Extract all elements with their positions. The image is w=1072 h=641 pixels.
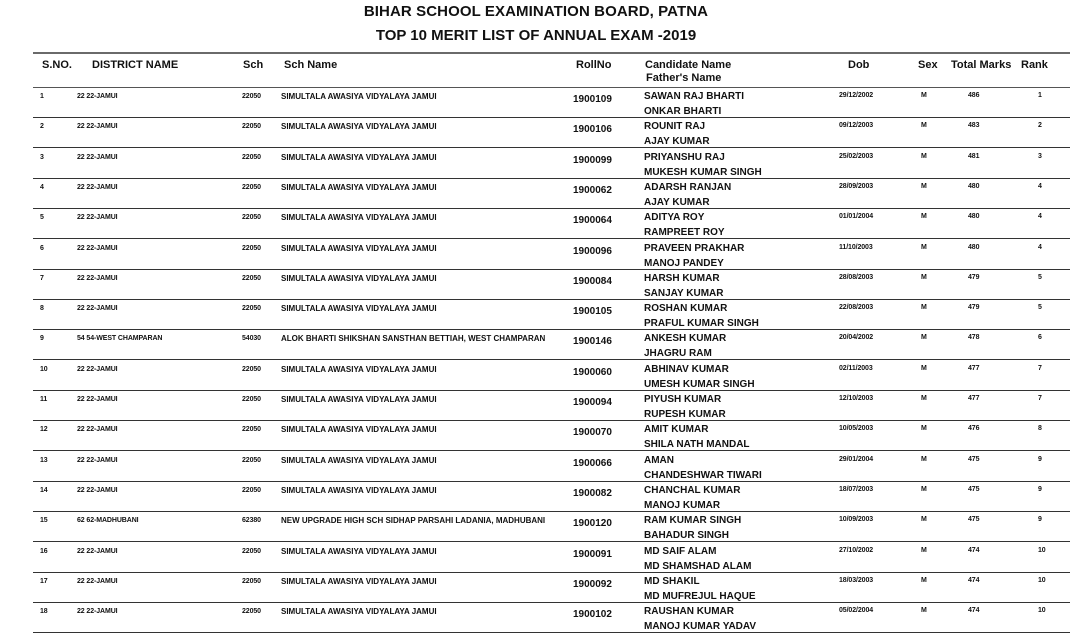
cell-total-marks: 480 xyxy=(968,213,980,221)
cell-sch-code: 22050 xyxy=(242,244,261,252)
cell-sch-code: 54030 xyxy=(242,335,261,343)
cell-sno: 16 xyxy=(40,547,48,555)
col-header-total-marks: Total Marks xyxy=(951,59,1012,71)
table-row xyxy=(0,543,1072,573)
cell-candidate-name: HARSH KUMAR xyxy=(644,272,720,284)
table-top-rule xyxy=(33,52,1070,54)
cell-candidate-name: ADITYA ROY xyxy=(644,212,705,224)
cell-district: 22 22-JAMUI xyxy=(77,305,118,313)
cell-rank: 2 xyxy=(1038,122,1042,130)
cell-rank: 3 xyxy=(1038,152,1042,160)
cell-candidate-name: SAWAN RAJ BHARTI xyxy=(644,91,745,102)
table-row xyxy=(0,603,1072,633)
cell-district: 22 22-JAMUI xyxy=(77,183,118,191)
cell-sex: M xyxy=(921,455,927,463)
cell-sex: M xyxy=(921,213,927,221)
board-title: BIHAR SCHOOL EXAMINATION BOARD, PATNA xyxy=(363,3,709,20)
cell-candidate-name: ANKESH KUMAR xyxy=(644,333,727,345)
cell-sex: M xyxy=(921,425,927,433)
cell-district: 22 22-JAMUI xyxy=(77,426,118,434)
cell-candidate-name: ROSHAN KUMAR xyxy=(644,303,728,315)
cell-father-name: AJAY KUMAR xyxy=(644,196,710,208)
cell-candidate-name: ROUNIT RAJ xyxy=(644,121,706,133)
list-title: TOP 10 MERIT LIST OF ANNUAL EXAM -2019 xyxy=(375,27,697,44)
cell-total-marks: 481 xyxy=(968,152,980,160)
cell-total-marks: 475 xyxy=(968,516,980,524)
cell-father-name: AJAY KUMAR xyxy=(644,136,710,148)
cell-rank: 7 xyxy=(1038,364,1042,372)
cell-candidate-name: MD SAIF ALAM xyxy=(644,545,717,557)
cell-sch-name: SIMULTALA AWASIYA VIDYALAYA JAMUI xyxy=(281,395,437,404)
cell-total-marks: 477 xyxy=(968,395,980,402)
cell-candidate-name: PIYUSH KUMAR xyxy=(644,394,722,405)
cell-rollno: 1900062 xyxy=(573,184,612,196)
cell-sex: M xyxy=(921,364,927,372)
cell-dob: 12/10/2003 xyxy=(839,395,874,402)
cell-sno: 14 xyxy=(40,486,48,494)
table-row xyxy=(0,421,1072,451)
cell-sex: M xyxy=(921,182,927,190)
cell-candidate-name: PRIYANSHU RAJ xyxy=(644,151,725,163)
cell-rank: 8 xyxy=(1038,425,1042,433)
cell-sch-code: 22050 xyxy=(242,305,261,313)
cell-father-name: SANJAY KUMAR xyxy=(644,287,724,299)
cell-father-name: MANOJ PANDEY xyxy=(644,257,724,269)
cell-sch-code: 22050 xyxy=(242,123,261,131)
cell-rollno: 1900064 xyxy=(573,215,612,227)
cell-rank: 10 xyxy=(1038,546,1046,554)
table-row xyxy=(0,118,1072,148)
cell-dob: 20/04/2002 xyxy=(839,334,874,342)
cell-district: 22 22-JAMUI xyxy=(77,577,118,585)
cell-rollno: 1900094 xyxy=(573,397,612,408)
cell-father-name: ONKAR BHARTI xyxy=(644,106,722,117)
cell-sno: 5 xyxy=(40,214,44,222)
cell-total-marks: 474 xyxy=(968,546,980,554)
cell-sno: 6 xyxy=(40,244,44,252)
cell-father-name: PRAFUL KUMAR SINGH xyxy=(644,318,759,330)
cell-sch-code: 22050 xyxy=(242,93,261,100)
cell-sch-name: SIMULTALA AWASIYA VIDYALAYA JAMUI xyxy=(281,243,437,253)
cell-rollno: 1900082 xyxy=(573,487,612,499)
cell-sex: M xyxy=(921,92,927,99)
cell-sch-code: 22050 xyxy=(242,396,261,403)
cell-father-name: BAHADUR SINGH xyxy=(644,530,729,542)
cell-sex: M xyxy=(921,122,927,130)
cell-dob: 02/11/2003 xyxy=(839,364,873,372)
cell-sno: 4 xyxy=(40,183,44,191)
cell-dob: 28/08/2003 xyxy=(839,273,874,281)
cell-sno: 18 xyxy=(40,608,48,616)
cell-rank: 5 xyxy=(1038,273,1042,281)
cell-rank: 4 xyxy=(1038,243,1042,251)
cell-rank: 9 xyxy=(1038,455,1042,463)
cell-dob: 11/10/2003 xyxy=(839,243,873,251)
cell-sno: 13 xyxy=(40,456,48,464)
cell-rank: 9 xyxy=(1038,516,1042,524)
cell-candidate-name: AMIT KUMAR xyxy=(644,424,709,436)
cell-sno: 7 xyxy=(40,274,44,282)
cell-district: 22 22-JAMUI xyxy=(77,365,118,373)
cell-district: 22 22-JAMUI xyxy=(77,274,118,282)
cell-candidate-name: CHANCHAL KUMAR xyxy=(644,484,741,496)
col-header-father: Father's Name xyxy=(646,72,722,84)
cell-rollno: 1900105 xyxy=(573,306,612,318)
table-row xyxy=(0,482,1072,512)
table-row xyxy=(0,240,1072,270)
cell-sch-code: 22050 xyxy=(242,456,261,464)
cell-sno: 17 xyxy=(40,577,48,585)
cell-rollno: 1900096 xyxy=(573,245,612,257)
cell-total-marks: 475 xyxy=(968,485,980,493)
cell-father-name: MANOJ KUMAR xyxy=(644,499,721,511)
cell-father-name: CHANDESHWAR TIWARI xyxy=(644,469,762,481)
cell-sno: 11 xyxy=(40,396,48,403)
cell-sex: M xyxy=(921,304,927,312)
cell-sch-name: ALOK BHARTI SHIKSHAN SANSTHAN BETTIAH, WEST CHAMPARAN xyxy=(281,334,546,344)
cell-district: 62 62-MADHUBANI xyxy=(77,517,139,525)
cell-rollno: 1900084 xyxy=(573,275,612,287)
cell-rank: 4 xyxy=(1038,182,1042,190)
cell-sch-code: 22050 xyxy=(242,214,261,222)
cell-sch-name: SIMULTALA AWASIYA VIDYALAYA JAMUI xyxy=(281,546,437,556)
cell-sch-name: SIMULTALA AWASIYA VIDYALAYA JAMUI xyxy=(281,364,437,374)
cell-dob: 29/01/2004 xyxy=(839,455,874,463)
cell-sno: 12 xyxy=(40,426,48,434)
cell-rollno: 1900102 xyxy=(573,609,612,621)
table-row xyxy=(0,270,1072,300)
col-header-sch-name: Sch Name xyxy=(284,59,338,71)
col-header-district: DISTRICT NAME xyxy=(92,59,179,71)
cell-father-name: JHAGRU RAM xyxy=(644,348,712,360)
col-header-rank: Rank xyxy=(1021,59,1048,71)
cell-district: 22 22-JAMUI xyxy=(77,214,118,222)
cell-rollno: 1900066 xyxy=(573,457,612,469)
cell-district: 22 22-JAMUI xyxy=(77,123,118,131)
table-row xyxy=(0,573,1072,603)
cell-total-marks: 479 xyxy=(968,304,980,312)
cell-total-marks: 474 xyxy=(968,576,980,584)
cell-father-name: MD SHAMSHAD ALAM xyxy=(644,560,752,572)
cell-father-name: MD MUFREJUL HAQUE xyxy=(644,590,756,602)
cell-rollno: 1900070 xyxy=(573,427,612,439)
cell-total-marks: 475 xyxy=(968,455,980,463)
cell-total-marks: 480 xyxy=(968,243,980,251)
cell-sch-code: 22050 xyxy=(242,153,261,161)
table-row xyxy=(0,361,1072,391)
cell-rollno: 1900106 xyxy=(573,124,612,136)
cell-total-marks: 476 xyxy=(968,425,980,433)
table-row xyxy=(0,452,1072,482)
cell-dob: 01/01/2004 xyxy=(839,213,874,221)
cell-rank: 10 xyxy=(1038,607,1046,615)
cell-sch-code: 22050 xyxy=(242,608,261,616)
cell-sno: 10 xyxy=(40,365,48,373)
table-row xyxy=(0,300,1072,330)
col-header-rollno: RollNo xyxy=(576,59,612,71)
cell-rank: 1 xyxy=(1038,92,1042,99)
col-header-sno: S.NO. xyxy=(42,59,72,71)
cell-total-marks: 483 xyxy=(968,122,980,130)
cell-sno: 1 xyxy=(40,93,44,100)
cell-father-name: SHILA NATH MANDAL xyxy=(644,439,750,451)
cell-father-name: RUPESH KUMAR xyxy=(644,409,726,420)
cell-sch-code: 22050 xyxy=(242,365,261,373)
cell-dob: 29/12/2002 xyxy=(839,92,874,99)
cell-father-name: RAMPREET ROY xyxy=(644,227,725,239)
cell-district: 22 22-JAMUI xyxy=(77,93,118,100)
cell-sex: M xyxy=(921,273,927,281)
cell-sex: M xyxy=(921,576,927,584)
cell-district: 22 22-JAMUI xyxy=(77,608,118,616)
col-header-sch: Sch xyxy=(243,59,264,71)
cell-sno: 2 xyxy=(40,123,44,131)
cell-candidate-name: ADARSH RANJAN xyxy=(644,181,732,193)
col-header-dob: Dob xyxy=(848,59,870,71)
cell-rollno: 1900120 xyxy=(573,518,612,530)
col-header-candidate: Candidate Name xyxy=(645,59,732,71)
table-row xyxy=(0,88,1072,118)
cell-sch-name: SIMULTALA AWASIYA VIDYALAYA JAMUI xyxy=(281,304,437,314)
cell-dob: 10/05/2003 xyxy=(839,425,874,433)
cell-sex: M xyxy=(921,395,927,402)
cell-candidate-name: RAM KUMAR SINGH xyxy=(644,515,742,527)
cell-total-marks: 486 xyxy=(968,92,980,99)
cell-sch-code: 22050 xyxy=(242,577,261,585)
table-row xyxy=(0,391,1072,421)
cell-district: 22 22-JAMUI xyxy=(77,456,118,464)
cell-rollno: 1900092 xyxy=(573,578,612,590)
cell-candidate-name: MD SHAKIL xyxy=(644,575,700,587)
cell-candidate-name: AMAN xyxy=(644,454,674,466)
cell-sch-code: 62380 xyxy=(242,517,261,525)
cell-sex: M xyxy=(921,516,927,524)
cell-dob: 10/09/2003 xyxy=(839,516,874,524)
cell-district: 22 22-JAMUI xyxy=(77,244,118,252)
cell-district: 54 54-WEST CHAMPARAN xyxy=(77,335,163,343)
cell-sch-name: SIMULTALA AWASIYA VIDYALAYA JAMUI xyxy=(281,485,437,495)
cell-sex: M xyxy=(921,243,927,251)
cell-sex: M xyxy=(921,152,927,160)
cell-rank: 6 xyxy=(1038,334,1042,342)
cell-total-marks: 479 xyxy=(968,273,980,281)
cell-rank: 9 xyxy=(1038,485,1042,493)
cell-sch-code: 22050 xyxy=(242,274,261,282)
row-divider xyxy=(33,632,1070,633)
cell-sno: 15 xyxy=(40,517,48,525)
cell-rollno: 1900091 xyxy=(573,548,612,560)
cell-sex: M xyxy=(921,334,927,342)
cell-dob: 18/07/2003 xyxy=(839,485,874,493)
cell-sch-name: SIMULTALA AWASIYA VIDYALAYA JAMUI xyxy=(281,607,437,617)
cell-father-name: MUKESH KUMAR SINGH xyxy=(644,166,762,178)
cell-sex: M xyxy=(921,546,927,554)
cell-district: 22 22-JAMUI xyxy=(77,547,118,555)
cell-district: 22 22-JAMUI xyxy=(77,486,118,494)
cell-dob: 25/02/2003 xyxy=(839,152,874,160)
cell-sno: 8 xyxy=(40,305,44,313)
cell-rollno: 1900109 xyxy=(573,94,612,105)
cell-sch-name: SIMULTALA AWASIYA VIDYALAYA JAMUI xyxy=(281,122,437,132)
table-row xyxy=(0,149,1072,179)
cell-district: 22 22-JAMUI xyxy=(77,153,118,161)
cell-sch-name: SIMULTALA AWASIYA VIDYALAYA JAMUI xyxy=(281,182,437,192)
cell-father-name: MANOJ KUMAR YADAV xyxy=(644,621,757,633)
table-row xyxy=(0,209,1072,239)
table-row xyxy=(0,330,1072,360)
cell-candidate-name: RAUSHAN KUMAR xyxy=(644,606,734,618)
cell-dob: 09/12/2003 xyxy=(839,122,874,130)
cell-rollno: 1900099 xyxy=(573,154,612,166)
cell-rank: 10 xyxy=(1038,576,1046,584)
cell-sch-code: 22050 xyxy=(242,183,261,191)
col-header-sex: Sex xyxy=(918,59,938,71)
cell-rank: 5 xyxy=(1038,304,1042,312)
cell-sch-code: 22050 xyxy=(242,426,261,434)
cell-dob: 27/10/2002 xyxy=(839,546,874,554)
cell-candidate-name: PRAVEEN PRAKHAR xyxy=(644,242,745,254)
cell-sch-code: 22050 xyxy=(242,547,261,555)
cell-total-marks: 474 xyxy=(968,607,980,615)
table-row xyxy=(0,179,1072,209)
cell-sex: M xyxy=(921,607,927,615)
cell-total-marks: 480 xyxy=(968,182,980,190)
cell-sch-name: SIMULTALA AWASIYA VIDYALAYA JAMUI xyxy=(281,213,437,223)
cell-dob: 28/09/2003 xyxy=(839,182,874,190)
cell-sch-name: SIMULTALA AWASIYA VIDYALAYA JAMUI xyxy=(281,92,437,101)
cell-sch-code: 22050 xyxy=(242,486,261,494)
cell-sno: 3 xyxy=(40,153,44,161)
cell-sch-name: SIMULTALA AWASIYA VIDYALAYA JAMUI xyxy=(281,455,437,465)
cell-sch-name: SIMULTALA AWASIYA VIDYALAYA JAMUI xyxy=(281,425,437,435)
cell-rollno: 1900146 xyxy=(573,336,612,348)
cell-sex: M xyxy=(921,485,927,493)
cell-dob: 18/03/2003 xyxy=(839,576,874,584)
cell-dob: 22/08/2003 xyxy=(839,304,874,312)
cell-total-marks: 477 xyxy=(968,364,980,372)
cell-dob: 05/02/2004 xyxy=(839,607,874,615)
table-row xyxy=(0,512,1072,542)
cell-sno: 9 xyxy=(40,335,44,343)
cell-sch-name: SIMULTALA AWASIYA VIDYALAYA JAMUI xyxy=(281,152,437,162)
cell-sch-name: NEW UPGRADE HIGH SCH SIDHAP PARSAHI LADANIA, MADHUBANI xyxy=(281,516,546,526)
cell-candidate-name: ABHINAV KUMAR xyxy=(644,363,729,375)
cell-sch-name: SIMULTALA AWASIYA VIDYALAYA JAMUI xyxy=(281,576,437,586)
cell-sch-name: SIMULTALA AWASIYA VIDYALAYA JAMUI xyxy=(281,273,437,283)
cell-rank: 7 xyxy=(1038,395,1042,402)
cell-total-marks: 478 xyxy=(968,334,980,342)
cell-district: 22 22-JAMUI xyxy=(77,396,118,403)
cell-father-name: UMESH KUMAR SINGH xyxy=(644,378,755,390)
cell-rollno: 1900060 xyxy=(573,366,612,378)
cell-rank: 4 xyxy=(1038,213,1042,221)
